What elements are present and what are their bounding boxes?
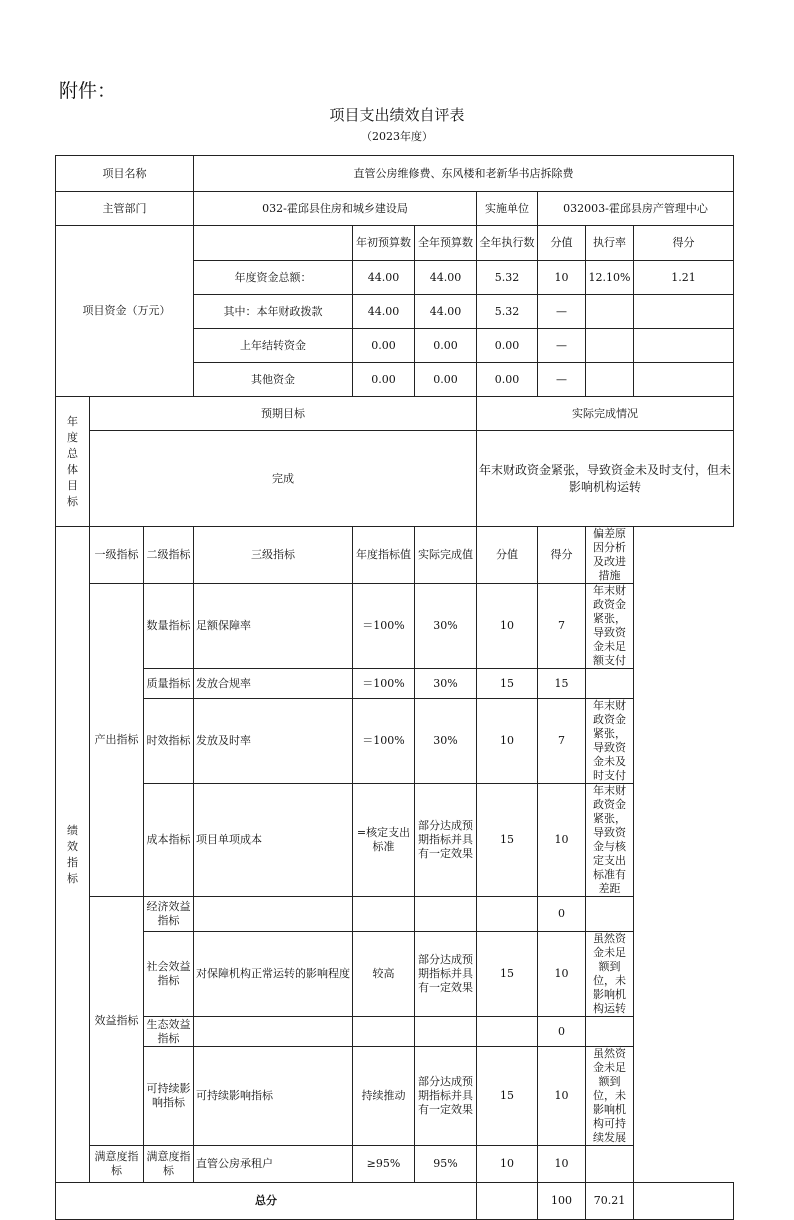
deviation-reason: 年末财政资金紧张，导致资金与核定支出标准有差距 xyxy=(586,784,634,897)
effect-indicator-label: 效益指标 xyxy=(90,897,144,1146)
level2-indicator: 质量指标 xyxy=(144,669,194,699)
funds-cell xyxy=(634,363,734,397)
year-label: （2023年度） xyxy=(361,130,433,143)
level3-indicator: 项目单项成本 xyxy=(194,784,353,897)
actual-value xyxy=(415,1017,477,1047)
actual-value: 30% xyxy=(415,699,477,784)
indicator-header: 三级指标 xyxy=(194,527,353,584)
funds-row-label: 其中：本年财政拨款 xyxy=(194,295,353,329)
expected-goal-value: 完成 xyxy=(90,431,477,527)
indicator-header: 偏差原因分析及改进措施 xyxy=(586,527,634,584)
funds-header: 年初预算数 xyxy=(353,226,415,261)
deviation-reason: 虽然资金未足额到位，未影响机构运转 xyxy=(586,932,634,1017)
actual-goal-value: 年末财政资金紧张，导致资金未及时支付，但未影响机构运转 xyxy=(477,431,734,527)
impl-unit-value: 032003-霍邱县房产管理中心 xyxy=(538,192,734,226)
funds-cell xyxy=(634,329,734,363)
total-score: 70.21 xyxy=(586,1183,634,1220)
deviation-reason: 虽然资金未足额到位，未影响机构可持续发展 xyxy=(586,1047,634,1146)
level2-indicator: 生态效益指标 xyxy=(144,1017,194,1047)
funds-cell: 10 xyxy=(538,261,586,295)
score: 0 xyxy=(538,897,586,932)
deviation-reason xyxy=(586,1146,634,1183)
funds-cell xyxy=(586,295,634,329)
funds-header: 全年执行数 xyxy=(477,226,538,261)
funds-row-label: 上年结转资金 xyxy=(194,329,353,363)
dept-label: 主管部门 xyxy=(56,192,194,226)
funds-cell xyxy=(634,295,734,329)
target-value xyxy=(353,1017,415,1047)
funds-cell: 0.00 xyxy=(353,329,415,363)
funds-cell xyxy=(586,363,634,397)
target-value: ＝100% xyxy=(353,669,415,699)
score: 7 xyxy=(538,584,586,669)
attachment-label: 附件： xyxy=(59,80,117,102)
funds-cell: 44.00 xyxy=(353,261,415,295)
score: 10 xyxy=(538,932,586,1017)
actual-goal-header: 实际完成情况 xyxy=(477,397,734,431)
score-value: 15 xyxy=(477,669,538,699)
funds-cell: 5.32 xyxy=(477,295,538,329)
indicator-header: 得分 xyxy=(538,527,586,584)
funds-cell: 12.10% xyxy=(586,261,634,295)
funds-cell xyxy=(586,329,634,363)
target-value: 持续推动 xyxy=(353,1047,415,1146)
page-title: 项目支出绩效自评表 xyxy=(329,106,465,124)
funds-cell: 0.00 xyxy=(415,363,477,397)
total-reason-blank xyxy=(634,1183,734,1220)
expected-goal-header: 预期目标 xyxy=(90,397,477,431)
funds-cell: 44.00 xyxy=(415,295,477,329)
actual-value: 部分达成预期指标并具有一定效果 xyxy=(415,784,477,897)
level3-indicator: 对保障机构正常运转的影响程度 xyxy=(194,932,353,1017)
actual-value: 部分达成预期指标并具有一定效果 xyxy=(415,932,477,1017)
score: 10 xyxy=(538,784,586,897)
actual-value: 95% xyxy=(415,1146,477,1183)
deviation-reason xyxy=(586,897,634,932)
level2-indicator: 社会效益指标 xyxy=(144,932,194,1017)
indicator-header: 一级指标 xyxy=(90,527,144,584)
level3-indicator: 足额保障率 xyxy=(194,584,353,669)
deviation-reason: 年末财政资金紧张，导致资金未足额支付 xyxy=(586,584,634,669)
funds-cell: — xyxy=(538,329,586,363)
funds-row-label: 年度资金总额： xyxy=(194,261,353,295)
project-name-label: 项目名称 xyxy=(56,156,194,192)
funds-section-label xyxy=(56,226,194,397)
level3-indicator xyxy=(194,897,353,932)
total-score-value: 100 xyxy=(538,1183,586,1220)
funds-cell: 44.00 xyxy=(353,295,415,329)
funds-cell: — xyxy=(538,363,586,397)
score-value: 15 xyxy=(477,1047,538,1146)
score-value: 15 xyxy=(477,784,538,897)
project-name-value: 直管公房维修费、东风楼和老新华书店拆除费 xyxy=(194,156,734,192)
level2-indicator: 满意度指标 xyxy=(144,1146,194,1183)
deviation-reason: 年末财政资金紧张，导致资金未及时支付 xyxy=(586,699,634,784)
funds-header: 执行率 xyxy=(586,226,634,261)
funds-cell: 0.00 xyxy=(415,329,477,363)
target-value: 较高 xyxy=(353,932,415,1017)
indicator-header: 二级指标 xyxy=(144,527,194,584)
target-value: ＝100% xyxy=(353,699,415,784)
score-value: 10 xyxy=(477,584,538,669)
target-value: ≥95% xyxy=(353,1146,415,1183)
funds-cell: — xyxy=(538,295,586,329)
level2-indicator: 成本指标 xyxy=(144,784,194,897)
deviation-reason xyxy=(586,1017,634,1047)
funds-section-text: 项目资金（万元） xyxy=(82,304,171,317)
indicator-header: 实际完成值 xyxy=(415,527,477,584)
funds-cell: 0.00 xyxy=(477,363,538,397)
total-blank xyxy=(477,1183,538,1220)
level2-indicator: 经济效益指标 xyxy=(144,897,194,932)
score-value xyxy=(477,897,538,932)
funds-header: 得分 xyxy=(634,226,734,261)
indicator-header: 分值 xyxy=(477,527,538,584)
target-value: ＝100% xyxy=(353,584,415,669)
funds-header-blank xyxy=(194,226,353,261)
actual-value: 部分达成预期指标并具有一定效果 xyxy=(415,1047,477,1146)
level3-indicator: 直管公房承租户 xyxy=(194,1146,353,1183)
actual-value: 30% xyxy=(415,584,477,669)
impl-unit-label: 实施单位 xyxy=(477,192,538,226)
indicators-section-text: 绩效指标 xyxy=(67,823,78,885)
total-label: 总分 xyxy=(56,1183,477,1220)
actual-value xyxy=(415,897,477,932)
goals-section-text: 年度总体目标 xyxy=(67,414,78,508)
level3-indicator: 发放及时率 xyxy=(194,699,353,784)
output-indicator-label: 产出指标 xyxy=(90,584,144,897)
dept-value: 032-霍邱县住房和城乡建设局 xyxy=(194,192,477,226)
score: 7 xyxy=(538,699,586,784)
indicators-section-label xyxy=(56,527,90,1183)
score-value: 15 xyxy=(477,932,538,1017)
target-value xyxy=(353,897,415,932)
funds-cell: 1.21 xyxy=(634,261,734,295)
deviation-reason xyxy=(586,669,634,699)
funds-cell: 0.00 xyxy=(477,329,538,363)
score: 15 xyxy=(538,669,586,699)
goals-section-label xyxy=(56,397,90,527)
funds-header: 分值 xyxy=(538,226,586,261)
score-value xyxy=(477,1017,538,1047)
actual-value: 30% xyxy=(415,669,477,699)
level2-indicator: 可持续影响指标 xyxy=(144,1047,194,1146)
score: 10 xyxy=(538,1146,586,1183)
level3-indicator xyxy=(194,1017,353,1047)
score-value: 10 xyxy=(477,699,538,784)
level2-indicator: 数量指标 xyxy=(144,584,194,669)
level3-indicator: 可持续影响指标 xyxy=(194,1047,353,1146)
level3-indicator: 发放合规率 xyxy=(194,669,353,699)
indicator-header: 年度指标值 xyxy=(353,527,415,584)
score: 0 xyxy=(538,1017,586,1047)
funds-cell: 0.00 xyxy=(353,363,415,397)
funds-cell: 44.00 xyxy=(415,261,477,295)
level2-indicator: 时效指标 xyxy=(144,699,194,784)
score: 10 xyxy=(538,1047,586,1146)
target-value: =核定支出标准 xyxy=(353,784,415,897)
satisfaction-indicator-label: 满意度指标 xyxy=(90,1146,144,1183)
funds-row-label: 其他资金 xyxy=(194,363,353,397)
performance-table xyxy=(55,155,734,1220)
score-value: 10 xyxy=(477,1146,538,1183)
funds-header: 全年预算数 xyxy=(415,226,477,261)
funds-cell: 5.32 xyxy=(477,261,538,295)
